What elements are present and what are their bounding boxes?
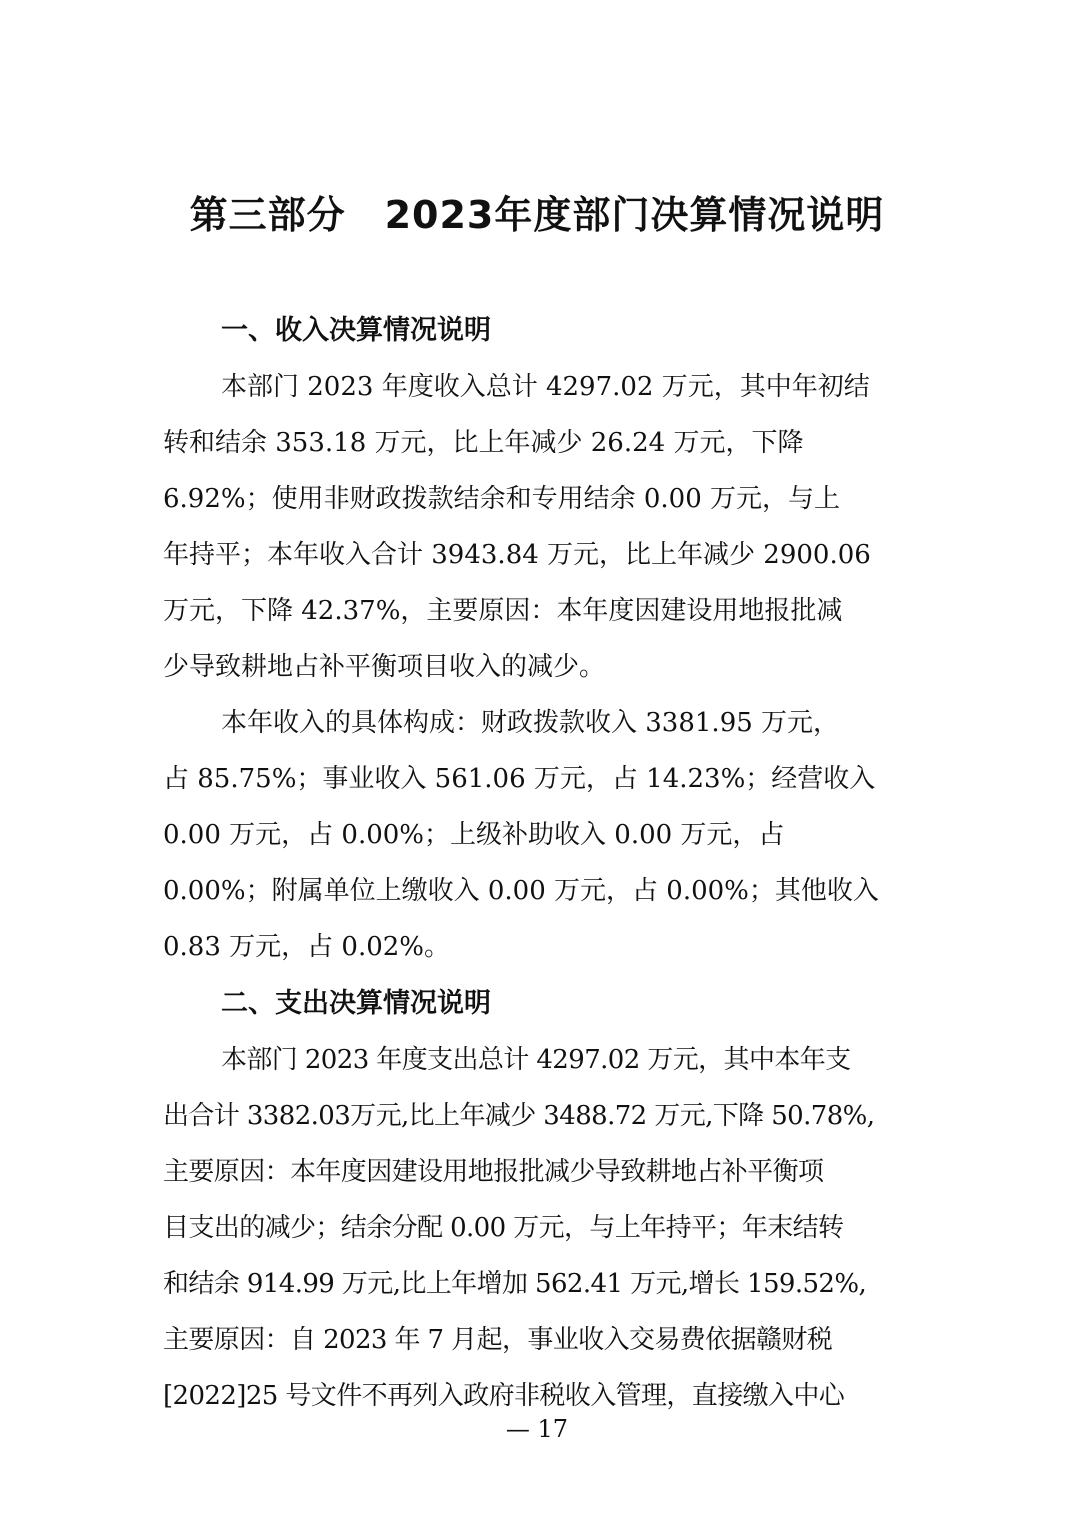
section-heading-expenditure: 二、支出决算情况说明 [221,988,491,1019]
paragraph-expenditure-summary [163,1032,911,1424]
text-line: 0.00%；附属单位上缴收入 0.00 万元，占 0.00%；其他收入 [163,876,879,906]
text-line: 和结余 914.99 万元,比上年增加 562.41 万元,增长 159.52%, [163,1269,867,1299]
text-line: 本部门 2023 年度支出总计 4297.02 万元，其中本年支 [221,1045,851,1075]
text-line: 万元，下降 42.37%，主要原因：本年度因建设用地报批减 [163,596,843,626]
document-body [163,302,911,1424]
page-number: — 17 [505,1415,569,1443]
text-line: 少导致耕地占补平衡项目收入的减少。 [163,652,606,682]
text-line: 占 85.75%；事业收入 561.06 万元，占 14.23%；经营收入 [163,764,876,794]
text-line: 目支出的减少；结余分配 0.00 万元，与上年持平；年末结转 [163,1213,844,1243]
paragraph-income-composition [163,695,911,975]
text-line: 出合计 3382.03万元,比上年减少 3488.72 万元,下降 50.78%, [163,1101,875,1131]
text-line: 转和结余 353.18 万元，比上年减少 26.24 万元，下降 [163,428,804,458]
text-line: 6.92%；使用非财政拨款结余和专用结余 0.00 万元，与上 [163,484,841,514]
page-title: 第三部分 2023年度部门决算情况说明 [189,193,885,237]
text-line: 主要原因：自 2023 年 7 月起，事业收入交易费依据赣财税 [163,1325,833,1355]
text-line: 0.83 万元，占 0.02%。 [163,932,451,962]
text-line: 本年收入的具体构成：财政拨款收入 3381.95 万元， [221,708,840,738]
text-line: 0.00 万元，占 0.00%；上级补助收入 0.00 万元，占 [163,820,785,850]
paragraph-income-summary [163,359,911,695]
text-line: 本部门 2023 年度收入总计 4297.02 万元，其中年初结 [221,372,870,402]
text-line: 年持平；本年收入合计 3943.84 万元，比上年减少 2900.06 [163,540,871,570]
section-heading-income: 一、收入决算情况说明 [221,315,491,346]
text-line: [2022]25 号文件不再列入政府非税收入管理，直接缴入中心 [163,1381,845,1411]
text-line: 主要原因：本年度因建设用地报批减少导致耕地占补平衡项 [163,1157,824,1187]
